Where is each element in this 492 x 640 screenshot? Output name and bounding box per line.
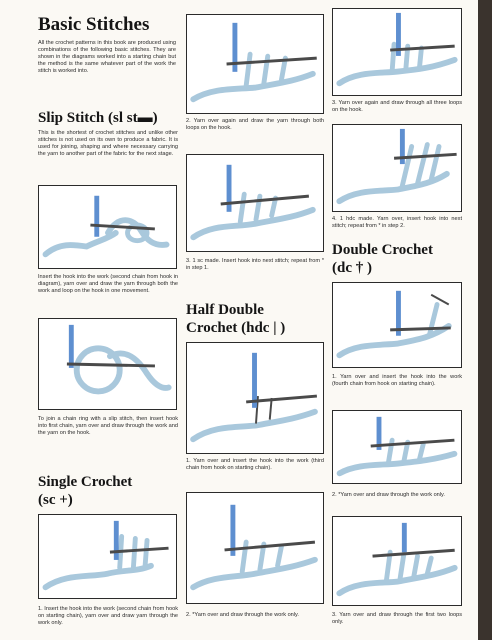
double-crochet-abbrev: (dc † ) (332, 260, 372, 276)
diagram-half-double-crochet-3 (332, 8, 462, 96)
diagram-half-double-crochet-2 (186, 492, 324, 604)
half-double-crochet-heading: Half Double (186, 302, 264, 318)
single-crochet-step-2-text: 2. Yarn over again and draw the yarn through both loops on the hook. (186, 118, 324, 132)
half-double-crochet-abbrev: Crochet (hdc | ) (186, 320, 286, 336)
diagram-slip-stitch-1 (38, 185, 177, 269)
page-title: Basic Stitches (38, 14, 150, 35)
intro-text: All the crochet patterns in this book are produced using combinations of the following basic stitches. They are shown in the diagrams worked into a starting chain but the method is the same whatever part of the work the stitch is worked into. (38, 40, 176, 75)
diagram-single-crochet-1 (38, 514, 177, 599)
slip-stitch-heading: Slip Stitch (sl st▬) (38, 110, 158, 126)
double-crochet-heading: Double Crochet (332, 242, 433, 258)
half-double-crochet-step-1-text: 1. Yarn over and insert the hook into the work (third chain from hook on starting chain). (186, 458, 324, 472)
diagram-slip-stitch-2 (38, 318, 177, 410)
slip-stitch-step-2-text: To join a chain ring with a slip stitch, then insert hook into first chain, yarn over and draw through the work and the yarn on the hook. (38, 416, 178, 437)
double-crochet-step-2-text: 2. *Yarn over and draw through the work only. (332, 492, 445, 498)
single-crochet-heading: Single Crochet (38, 474, 133, 490)
diagram-single-crochet-2 (186, 14, 324, 114)
diagram-half-double-crochet-4 (332, 124, 462, 212)
double-crochet-step-1-text: 1. Yarn over and insert the hook into the work (fourth chain from hook on starting chain). (332, 374, 462, 388)
diagram-double-crochet-1 (332, 282, 462, 368)
slip-stitch-step-1-text: Insert the hook into the work (second chain from hook in diagram), yarn over and draw the yarn through both the work and loop on the hook in one movement. (38, 274, 178, 295)
single-crochet-abbrev: (sc +) (38, 492, 73, 508)
half-double-crochet-step-2-text: 2. *Yarn over and draw through the work only. (186, 612, 299, 618)
half-double-crochet-step-4-text: 4. 1 hdc made. Yarn over, insert hook into next stitch; repeat from * in step 2. (332, 216, 462, 230)
diagram-double-crochet-2 (332, 410, 462, 484)
half-double-crochet-step-3-text: 3. Yarn over again and draw through all three loops on the hook. (332, 100, 462, 114)
diagram-single-crochet-3 (186, 154, 324, 252)
page-edge (478, 0, 492, 640)
diagram-double-crochet-3 (332, 516, 462, 606)
diagram-half-double-crochet-1 (186, 342, 324, 454)
single-crochet-step-1-text: 1. Insert the hook into the work (second chain from hook on starting chain), yarn over and draw yarn through the work only. (38, 606, 178, 627)
slip-stitch-intro: This is the shortest of crochet stitches and unlike other stitches is not used on its own to produce a fabric. It is used for joining, shaping and where necessary carrying the yarn to another part of the fabric for the next stage. (38, 130, 178, 158)
double-crochet-step-3-text: 3. Yarn over and draw through the first two loops only. (332, 612, 462, 626)
single-crochet-step-3-text: 3. 1 sc made. Insert hook into next stitch; repeat from * in step 1. (186, 258, 324, 272)
